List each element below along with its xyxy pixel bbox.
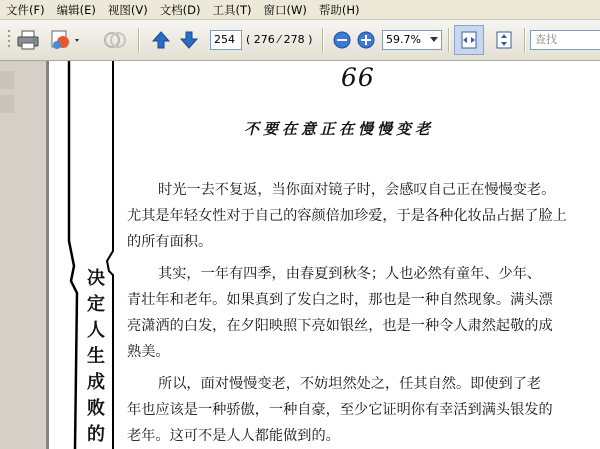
text-line: 老年。这可不是人人都能做到的。: [127, 428, 340, 444]
document-page: [49, 61, 600, 449]
previous-page-button[interactable]: [150, 29, 172, 51]
next-page-button[interactable]: [178, 29, 200, 51]
page-number-heading: 66: [341, 63, 375, 92]
side-char: 定: [87, 294, 105, 315]
menu-view[interactable]: 视图(V): [107, 2, 148, 17]
menu-window[interactable]: 窗口(W): [263, 2, 307, 17]
print-icon: [16, 28, 40, 52]
toolbar-grip[interactable]: [6, 27, 12, 53]
toolbar: [0, 20, 600, 61]
arrow-down-icon: [179, 30, 199, 50]
navigation-pane: [0, 61, 47, 449]
text-line: 时光一去不复返，当你面对镜子时，会感叹自己正在慢慢变老。: [158, 182, 556, 198]
zoom-out-icon: [333, 31, 351, 49]
fit-width-button[interactable]: [454, 25, 484, 55]
share-icon: [49, 28, 83, 52]
zoom-dropdown-button[interactable]: [426, 30, 442, 50]
zoom-in-icon: [357, 31, 375, 49]
review-icon: [102, 28, 128, 52]
page-title: 不要在意正在慢慢变老: [244, 120, 435, 138]
zoom-level-select[interactable]: 59.7%: [382, 30, 430, 50]
menu-edit[interactable]: 编辑(E): [56, 2, 96, 17]
zoom-out-button[interactable]: [332, 30, 352, 50]
fit-width-icon: [459, 30, 479, 50]
text-line: 所以，面对慢慢变老，不妨坦然处之，任其自然。即使到了老: [158, 376, 542, 392]
side-char: 成: [87, 372, 105, 393]
document-view[interactable]: [47, 61, 600, 449]
side-char: 决: [87, 268, 105, 289]
share-button[interactable]: [48, 27, 84, 53]
text-line: 的所有面积。: [127, 234, 213, 250]
menu-document[interactable]: 文档(D): [159, 2, 201, 17]
review-button[interactable]: [100, 27, 130, 53]
side-char: 的: [87, 424, 105, 445]
menu-tools[interactable]: 工具(T): [212, 2, 252, 17]
text-line: 尤其是年轻女性对于自己的容颜倍加珍爱，于是各种化妆品占据了脸上: [127, 208, 567, 224]
text-line: 熟美。: [127, 344, 170, 360]
zoom-in-button[interactable]: [356, 30, 376, 50]
chevron-down-icon: [430, 37, 438, 43]
arrow-up-icon: [151, 30, 171, 50]
fit-page-icon: [494, 30, 514, 50]
page-number-input[interactable]: 254: [210, 30, 242, 50]
side-char: 败: [87, 398, 105, 419]
search-input[interactable]: 查找: [530, 30, 600, 50]
scan-border: [49, 61, 169, 449]
text-line: 青壮年和老年。如果真到了发白之时，那也是一种自然现象。满头漂: [127, 292, 553, 308]
menu-file[interactable]: 文件(F): [6, 2, 45, 17]
nav-tab-bookmarks[interactable]: [0, 95, 14, 113]
page-count: ( 276 ⁄ 278 ): [246, 33, 313, 46]
print-button[interactable]: [15, 27, 41, 53]
menu-bar: [0, 0, 600, 20]
fit-page-button[interactable]: [490, 26, 518, 54]
side-char: 生: [87, 346, 105, 367]
text-line: 亮潇洒的白发，在夕阳映照下亮如银丝，也是一种令人肃然起敬的成: [127, 318, 553, 334]
nav-tab-pages[interactable]: [0, 71, 14, 89]
text-line: 年也应该是一种骄傲，一种自豪，至少它证明你有幸活到满头银发的: [127, 402, 553, 418]
text-line: 其实，一年有四季，由春夏到秋冬；人也必然有童年、少年、: [158, 266, 542, 282]
side-char: 人: [87, 320, 105, 341]
menu-help[interactable]: 帮助(H): [318, 2, 360, 17]
side-chapter-title: [85, 266, 107, 448]
